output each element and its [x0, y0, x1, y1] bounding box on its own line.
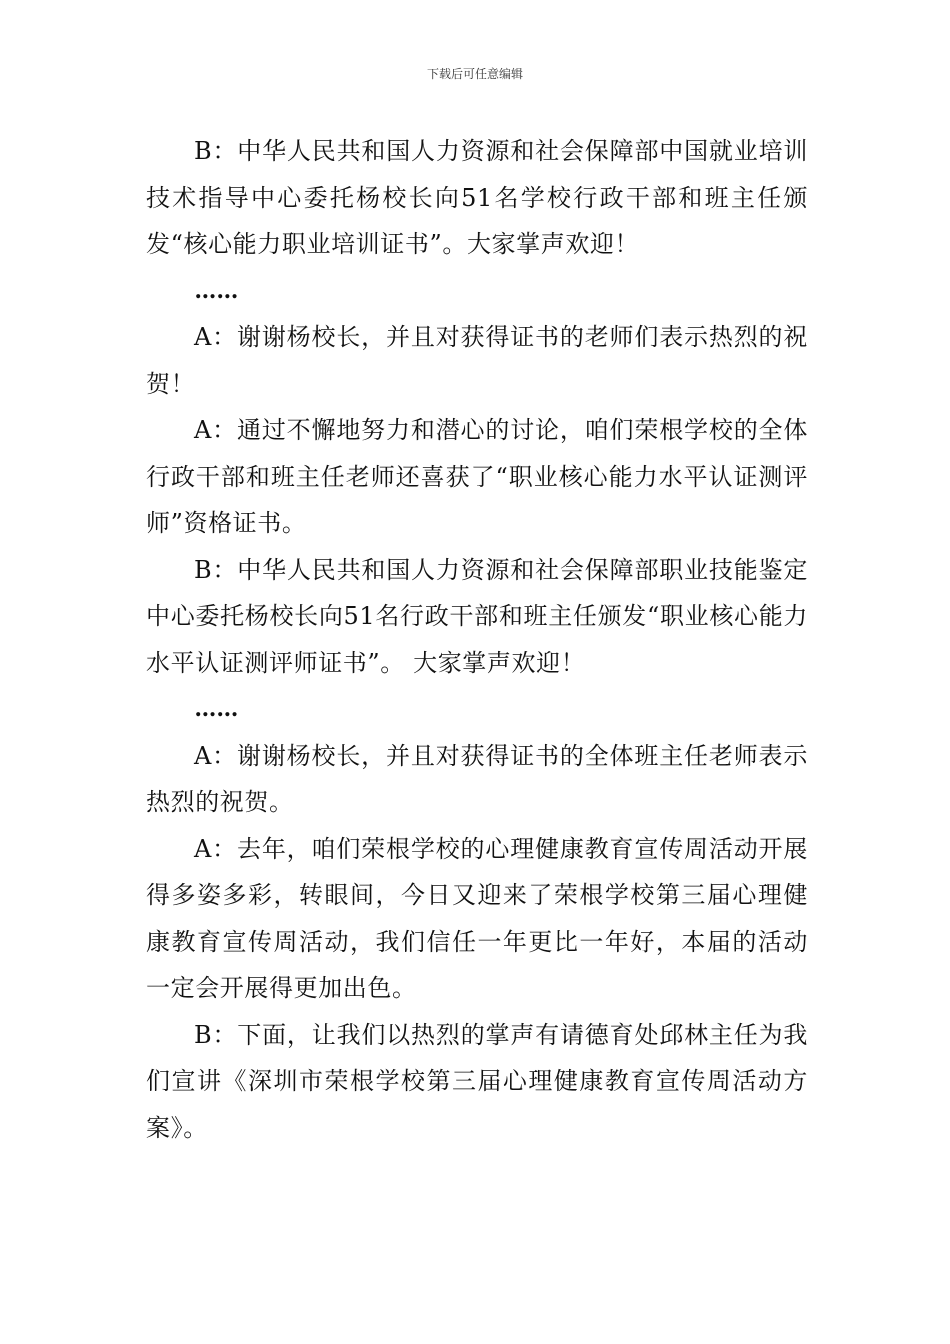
ellipsis-separator: …… [194, 696, 239, 722]
paragraph-a-mental-health-week: A：去年，咱们荣根学校的心理健康教育宣传周活动开展得多姿多彩，转眼间，今日又迎来了荣根学校第三届心理健康教育宣传周活动，我们信任一年更比一年好，本届的活动一定会开展得更加出色。 [146, 834, 808, 1002]
paragraph-b-skill-appraisal: B：中华人民共和国人力资源和社会保障部职业技能鉴定中心委托杨校长向51名行政干部和班主任颁发“职业核心能力水平认证测评师证书”。 大家掌声欢迎！ [146, 555, 808, 677]
page-header-note: 下载后可任意编辑 [426, 67, 523, 81]
paragraph-a-thanks-teachers: A：谢谢杨校长，并且对获得证书的老师们表示热烈的祝贺！ [146, 323, 808, 398]
document-body [146, 128, 808, 1151]
paragraph-a-thanks-head-teachers: A：谢谢杨校长，并且对获得证书的全体班主任老师表示热烈的祝贺。 [146, 741, 808, 816]
ellipsis-separator: …… [194, 277, 239, 304]
paragraph-b-certificate-training: B：中华人民共和国人力资源和社会保障部中国就业培训技术指导中心委托杨校长向51名学校行政干部和班主任颁发“核心能力职业培训证书”。大家掌声欢迎！ [146, 137, 808, 258]
paragraph-a-assessor-certificate: A：通过不懈地努力和潜心的讨论，咱们荣根学校的全体行政干部和班主任老师还喜获了“职业核心能力水平认证测评师”资格证书。 [146, 416, 808, 537]
paragraph-b-invite-director: B：下面，让我们以热烈的掌声有请德育处邱林主任为我们宣讲《深圳市荣根学校第三届心理健康教育宣传周活动方案》。 [146, 1020, 808, 1142]
